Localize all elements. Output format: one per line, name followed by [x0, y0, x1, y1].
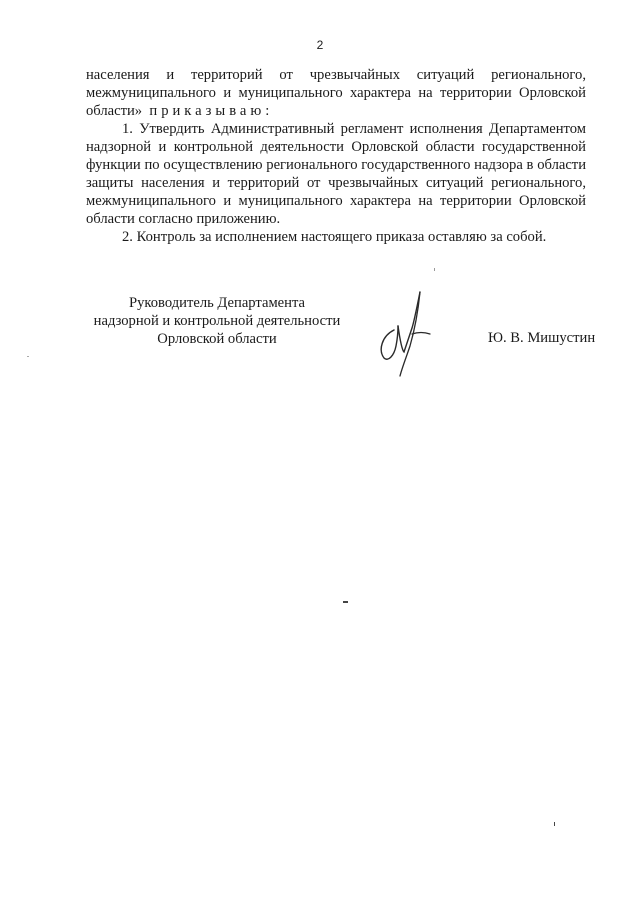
intro-text: населения и территорий от чрезвычайных ситуаций регионального, межмуниципального и муниципального характера на территории Орловской области» [86, 67, 586, 119]
scan-speck [27, 356, 29, 357]
position-line-3: Орловской области [157, 331, 277, 347]
position-line-1: Руководитель Департамента [129, 295, 305, 311]
order-item-1: 1. Утвердить Административный регламент исполнения Департаментом надзорной и контрольной деятельности Орловской области государственной функции по осуществлению регионального государственного надзора в области защиты населения и территорий от чрезвычайных ситуаций регионального, межмуниципального и муниципального характера на территории Орловской области согласно приложению. [86, 121, 586, 227]
scan-speck [554, 822, 555, 826]
handwritten-signature-icon [372, 288, 442, 383]
order-item-2: 2. Контроль за исполнением настоящего приказа оставляю за собой. [122, 229, 547, 245]
order-command: приказываю: [149, 103, 274, 119]
signatory-name: Ю. В. Мишустин [488, 330, 596, 346]
intro-paragraph [86, 66, 586, 120]
signatory-position [86, 294, 348, 348]
scan-speck [343, 601, 348, 603]
page-number: 2 [316, 38, 324, 52]
position-line-2: надзорной и контрольной деятельности [93, 313, 341, 329]
order-body [86, 66, 586, 246]
scan-speck [434, 268, 435, 271]
